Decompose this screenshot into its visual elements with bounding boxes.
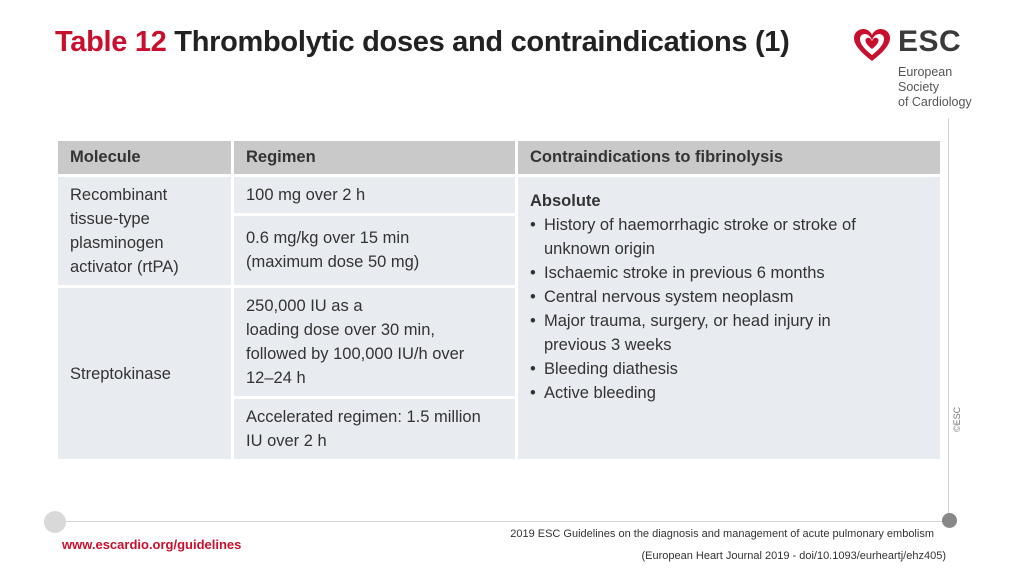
logo-line-1: European Society [898,65,953,94]
cell-rtpa-regimen-1: 100 mg over 2 h [234,177,515,213]
list-item: • History of haemorrhagic stroke or stroke of unknown origin [530,213,928,261]
header-molecule: Molecule [58,141,231,174]
list-item: • Bleeding diathesis [530,357,928,381]
cell-contraindications [518,177,940,459]
list-item: • Central nervous system neoplasm [530,285,928,309]
table-number: Table 12 [55,26,167,58]
citation-doi: (European Heart Journal 2019 - doi/10.1093/eurheartj/ehz405) [641,550,946,562]
logo-line-2: of Cardiology [898,95,972,109]
header-regimen: Regimen [234,141,515,174]
esc-logo [852,25,982,109]
decorative-dot-right [942,513,957,528]
table-row [58,177,940,213]
cell-rtpa-molecule: Recombinant tissue-type plasminogen activator (rtPA) [58,177,231,285]
vertical-divider [948,118,949,520]
header-contraindications: Contraindications to fibrinolysis [518,141,940,174]
logo-abbreviation: ESC [898,25,962,58]
cell-strepto-regimen-2: Accelerated regimen: 1.5 million IU over 2 h [234,399,515,459]
footer-divider [55,521,950,522]
logo-fullname [898,65,988,110]
list-item: • Ischaemic stroke in previous 6 months [530,261,928,285]
heart-icon [852,27,892,65]
cell-streptokinase-molecule: Streptokinase [58,288,231,459]
citation-title: 2019 ESC Guidelines on the diagnosis and management of acute pulmonary embolism [510,528,934,540]
contraindication-list [530,213,928,405]
table-header-row [58,141,940,174]
title-text: Thrombolytic doses and contraindications (1) [174,26,790,58]
list-item: • Major trauma, surgery, or head injury in previous 3 weeks [530,309,928,357]
contraindication-heading: Absolute [530,192,601,210]
copyright-notice: ©ESC [952,406,962,432]
list-item: • Active bleeding [530,381,928,405]
cell-strepto-regimen-1: 250,000 IU as a loading dose over 30 min, followed by 100,000 IU/h over 12–24 h [234,288,515,396]
thrombolytic-table [55,138,943,462]
decorative-dot-left [44,511,66,533]
cell-rtpa-regimen-2: 0.6 mg/kg over 15 min (maximum dose 50 mg) [234,216,515,285]
page-title [55,26,790,59]
guidelines-link[interactable]: www.escardio.org/guidelines [62,537,242,552]
